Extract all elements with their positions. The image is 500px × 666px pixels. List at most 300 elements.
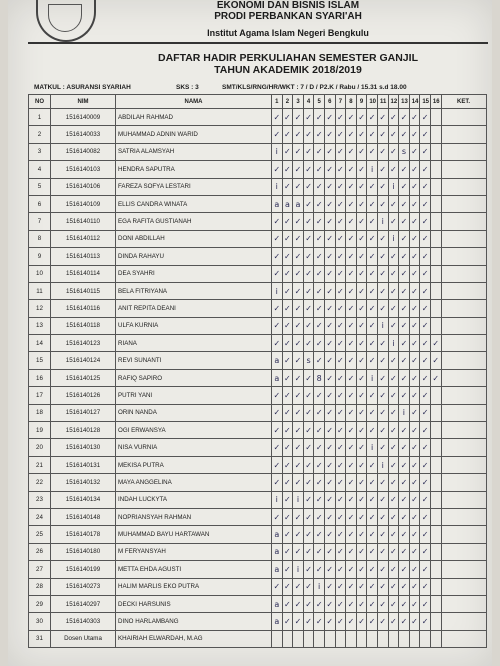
attendance-mark: ✓ [303,369,314,386]
attendance-mark: ✓ [303,456,314,473]
column-header-nim: NIM [51,95,116,109]
attendance-mark: ✓ [420,161,431,178]
attendance-mark: ✓ [324,300,335,317]
attendance-mark: ✓ [314,474,325,491]
attendance-mark: ✓ [303,213,314,230]
attendance-mark: ✓ [377,508,388,525]
attendance-mark: ✓ [420,126,431,143]
attendance-mark: ✓ [420,369,431,386]
attendance-mark: ✓ [346,143,357,160]
attendance-mark: ✓ [399,439,410,456]
attendance-mark: ✓ [335,161,346,178]
attendance-mark: ✓ [346,543,357,560]
table-row [29,126,487,143]
student-name: NISA VURNIA [116,439,272,456]
attendance-mark: ✓ [399,543,410,560]
remarks-cell [441,491,486,508]
attendance-mark: ✓ [356,143,367,160]
attendance-mark: ✓ [388,404,399,421]
attendance-mark: ✓ [324,126,335,143]
attendance-mark: ✓ [282,300,293,317]
row-number: 1 [29,109,51,126]
attendance-mark: ✓ [399,213,410,230]
table-row [29,613,487,630]
attendance-mark [430,300,441,317]
student-name: ABDILAH RAHMAD [116,109,272,126]
row-number: 19 [29,422,51,439]
attendance-mark [420,630,431,647]
table-row [29,439,487,456]
attendance-mark: ✓ [282,369,293,386]
attendance-mark: ✓ [293,230,304,247]
attendance-mark: ✓ [356,126,367,143]
attendance-mark: i [388,178,399,195]
attendance-sheet [8,0,492,666]
attendance-mark: ✓ [293,213,304,230]
attendance-mark: ✓ [399,387,410,404]
student-id: 1516140112 [51,230,116,247]
attendance-mark: ✓ [388,161,399,178]
attendance-mark: ✓ [314,456,325,473]
attendance-mark: ✓ [293,595,304,612]
table-row [29,369,487,386]
attendance-mark: ✓ [324,369,335,386]
attendance-mark: ✓ [314,300,325,317]
attendance-mark: ✓ [303,561,314,578]
attendance-mark: ✓ [272,404,283,421]
attendance-mark: ✓ [272,508,283,525]
remarks-cell [441,161,486,178]
attendance-mark: ✓ [420,543,431,560]
table-row [29,195,487,212]
student-name: MUHAMMAD ADNIN WARID [116,126,272,143]
attendance-mark: ✓ [409,282,420,299]
attendance-mark: ✓ [293,508,304,525]
attendance-mark: ✓ [335,248,346,265]
attendance-mark: ✓ [367,595,378,612]
remarks-cell [441,613,486,630]
attendance-mark: ✓ [388,543,399,560]
attendance-mark: ✓ [314,422,325,439]
attendance-mark: ✓ [303,508,314,525]
attendance-mark: ✓ [356,578,367,595]
attendance-mark: ✓ [346,248,357,265]
attendance-mark: ✓ [335,143,346,160]
course-schedule: SMT/KLS/RNG/HR/WKT : 7 / D / P2.K / Rabu / 15.31 s.d 18.00 [222,84,407,91]
attendance-mark: ✓ [356,248,367,265]
table-row [29,248,487,265]
student-name: MEKISA PUTRA [116,456,272,473]
attendance-mark: ✓ [356,195,367,212]
attendance-mark: ✓ [399,317,410,334]
attendance-mark: ✓ [282,526,293,543]
attendance-mark: i [377,317,388,334]
attendance-mark: i [272,143,283,160]
attendance-mark: ✓ [314,213,325,230]
attendance-mark: ✓ [293,352,304,369]
attendance-mark: ✓ [303,613,314,630]
attendance-mark [430,508,441,525]
student-id: 1516140199 [51,561,116,578]
table-row [29,317,487,334]
attendance-mark: ✓ [430,369,441,386]
attendance-mark: ✓ [303,578,314,595]
attendance-mark: ✓ [282,282,293,299]
student-id: 1516140273 [51,578,116,595]
student-id: 1516140103 [51,161,116,178]
row-number: 31 [29,630,51,647]
attendance-mark: ✓ [388,195,399,212]
attendance-mark: ✓ [409,143,420,160]
attendance-mark: ✓ [324,508,335,525]
table-row [29,456,487,473]
student-id: 1516140109 [51,195,116,212]
attendance-mark: ✓ [324,404,335,421]
attendance-mark: ✓ [356,387,367,404]
attendance-mark: a [272,613,283,630]
attendance-mark [430,474,441,491]
attendance-mark: ✓ [293,543,304,560]
attendance-mark: ✓ [377,109,388,126]
student-name: NOPRIANSYAH RAHMAN [116,508,272,525]
column-header-session: 15 [420,95,431,109]
attendance-mark: ✓ [324,474,335,491]
attendance-mark: ✓ [314,248,325,265]
attendance-mark: ✓ [282,317,293,334]
row-number: 30 [29,613,51,630]
student-name: SATRIA ALAMSYAH [116,143,272,160]
attendance-mark: ✓ [430,335,441,352]
attendance-mark: ✓ [399,335,410,352]
attendance-mark: ✓ [346,265,357,282]
attendance-mark: ✓ [399,248,410,265]
row-number: 9 [29,248,51,265]
attendance-mark: ✓ [314,491,325,508]
remarks-cell [441,578,486,595]
student-id: 1516140128 [51,422,116,439]
attendance-mark: ✓ [335,300,346,317]
attendance-mark [356,630,367,647]
attendance-mark: ✓ [367,282,378,299]
attendance-mark: ✓ [399,613,410,630]
attendance-mark [430,630,441,647]
attendance-mark: ✓ [409,126,420,143]
table-row [29,474,487,491]
attendance-mark: ✓ [335,578,346,595]
attendance-mark: ✓ [420,195,431,212]
attendance-mark: ✓ [367,126,378,143]
column-header-session: 7 [335,95,346,109]
row-number: 22 [29,474,51,491]
attendance-mark: ✓ [420,248,431,265]
attendance-mark: ✓ [388,282,399,299]
table-header-row [29,95,487,109]
attendance-mark: ✓ [293,456,304,473]
attendance-mark: ✓ [282,422,293,439]
student-id: 1516140131 [51,456,116,473]
attendance-mark [430,439,441,456]
table-row [29,491,487,508]
remarks-cell [441,526,486,543]
attendance-mark: ✓ [303,317,314,334]
attendance-mark: ✓ [409,526,420,543]
table-row [29,526,487,543]
attendance-mark: ✓ [399,300,410,317]
attendance-mark: ✓ [303,126,314,143]
attendance-mark: ✓ [409,161,420,178]
attendance-mark: ✓ [420,109,431,126]
attendance-mark: ✓ [367,178,378,195]
row-number: 26 [29,543,51,560]
attendance-mark: ✓ [282,439,293,456]
attendance-mark: ✓ [409,422,420,439]
student-id: 1516140132 [51,474,116,491]
attendance-mark: ✓ [367,456,378,473]
student-id: 1516140033 [51,126,116,143]
attendance-mark: ✓ [388,613,399,630]
attendance-mark: ✓ [356,543,367,560]
row-number: 5 [29,178,51,195]
attendance-mark: ✓ [346,561,357,578]
row-number: 4 [29,161,51,178]
attendance-mark: ✓ [377,143,388,160]
attendance-mark [430,317,441,334]
attendance-mark: ✓ [346,300,357,317]
header-divider [28,42,488,44]
attendance-mark: ✓ [420,613,431,630]
column-header-ket: KET. [441,95,486,109]
table-row [29,213,487,230]
row-number: 18 [29,404,51,421]
attendance-mark: ✓ [399,195,410,212]
attendance-mark: ✓ [324,578,335,595]
student-id: 1516140123 [51,335,116,352]
attendance-mark: ✓ [420,335,431,352]
attendance-mark: ✓ [409,474,420,491]
student-name: ANIT REPITA DEANI [116,300,272,317]
row-number: 8 [29,230,51,247]
attendance-mark: ✓ [388,126,399,143]
column-header-session: 10 [367,95,378,109]
attendance-mark: ✓ [335,491,346,508]
attendance-mark: ✓ [388,595,399,612]
attendance-mark: ✓ [293,282,304,299]
attendance-mark: ✓ [409,404,420,421]
attendance-mark: ✓ [356,300,367,317]
attendance-mark: ✓ [303,265,314,282]
attendance-mark: ✓ [272,230,283,247]
row-number: 21 [29,456,51,473]
attendance-mark: i [388,230,399,247]
attendance-mark: ✓ [346,195,357,212]
attendance-mark: ✓ [282,109,293,126]
column-header-session: 13 [399,95,410,109]
course-name: MATKUL : ASURANSI SYARIAH [34,84,131,91]
attendance-mark: ✓ [388,248,399,265]
attendance-mark: ✓ [367,352,378,369]
remarks-cell [441,317,486,334]
attendance-mark: ✓ [293,248,304,265]
remarks-cell [441,282,486,299]
attendance-mark: ✓ [399,561,410,578]
attendance-mark: ✓ [272,300,283,317]
attendance-mark [430,248,441,265]
student-id: 1516140113 [51,248,116,265]
attendance-mark: ✓ [335,422,346,439]
attendance-mark: ✓ [367,491,378,508]
table-row [29,543,487,560]
attendance-mark: ✓ [335,335,346,352]
attendance-mark: ✓ [303,474,314,491]
student-name: DEA SYAHRI [116,265,272,282]
attendance-mark: 8 [314,369,325,386]
attendance-mark: ✓ [420,213,431,230]
attendance-mark: i [377,456,388,473]
attendance-mark: ✓ [293,109,304,126]
remarks-cell [441,630,486,647]
attendance-mark: ✓ [388,422,399,439]
attendance-mark: ✓ [272,248,283,265]
table-row [29,178,487,195]
attendance-mark: ✓ [335,282,346,299]
attendance-mark: ✓ [367,230,378,247]
attendance-mark [430,595,441,612]
column-header-session: 9 [356,95,367,109]
attendance-mark: ✓ [324,178,335,195]
attendance-mark: ✓ [377,561,388,578]
attendance-mark: ✓ [409,491,420,508]
attendance-mark [377,630,388,647]
attendance-mark [430,265,441,282]
attendance-mark: ✓ [367,317,378,334]
attendance-mark: ✓ [282,387,293,404]
attendance-mark: ✓ [399,178,410,195]
attendance-mark: ✓ [377,491,388,508]
student-name: DECKI HARSUNIS [116,595,272,612]
attendance-mark: ✓ [367,195,378,212]
column-header-session: 5 [314,95,325,109]
logo-emblem [48,4,82,32]
attendance-mark [430,422,441,439]
row-number: 20 [29,439,51,456]
student-name: METTA EHDA AGUSTI [116,561,272,578]
attendance-mark: ✓ [420,300,431,317]
attendance-mark: ✓ [324,213,335,230]
column-header-session: 16 [430,95,441,109]
attendance-mark: ✓ [314,109,325,126]
attendance-mark: i [272,491,283,508]
attendance-mark [282,630,293,647]
attendance-mark: ✓ [356,474,367,491]
student-id: 1516140126 [51,387,116,404]
institute-logo [36,0,96,42]
attendance-mark: ✓ [335,109,346,126]
attendance-mark [324,630,335,647]
attendance-mark: ✓ [303,248,314,265]
attendance-mark: ✓ [409,178,420,195]
attendance-mark: ✓ [356,265,367,282]
attendance-mark [430,213,441,230]
attendance-mark: ✓ [377,404,388,421]
attendance-mark: ✓ [282,248,293,265]
attendance-mark: ✓ [399,508,410,525]
attendance-mark: ✓ [399,491,410,508]
attendance-mark: ✓ [409,508,420,525]
row-number: 13 [29,317,51,334]
attendance-mark: ✓ [356,404,367,421]
attendance-mark [293,630,304,647]
attendance-mark: ✓ [324,352,335,369]
student-id: 1516140180 [51,543,116,560]
attendance-mark: ✓ [282,595,293,612]
attendance-mark: ✓ [409,387,420,404]
attendance-mark: ✓ [399,265,410,282]
attendance-mark [430,282,441,299]
attendance-mark: ✓ [282,213,293,230]
attendance-mark: ✓ [430,352,441,369]
attendance-mark: ✓ [303,230,314,247]
remarks-cell [441,248,486,265]
student-id: 1516140303 [51,613,116,630]
attendance-mark: ✓ [335,439,346,456]
attendance-mark: ✓ [282,161,293,178]
table-row [29,282,487,299]
attendance-mark: ✓ [356,456,367,473]
attendance-mark: ✓ [377,161,388,178]
attendance-mark: ✓ [282,126,293,143]
attendance-mark: a [282,195,293,212]
student-id: 1516140114 [51,265,116,282]
attendance-mark: ✓ [409,595,420,612]
remarks-cell [441,213,486,230]
attendance-mark: ✓ [399,230,410,247]
remarks-cell [441,143,486,160]
attendance-mark: ✓ [420,143,431,160]
attendance-mark: ✓ [314,404,325,421]
table-row [29,352,487,369]
attendance-mark: ✓ [409,561,420,578]
attendance-mark [430,578,441,595]
remarks-cell [441,230,486,247]
attendance-mark: ✓ [356,335,367,352]
attendance-mark: ✓ [377,352,388,369]
attendance-mark: ✓ [388,578,399,595]
attendance-mark: ✓ [335,387,346,404]
student-id: 1516140110 [51,213,116,230]
attendance-mark: ✓ [377,178,388,195]
student-name: KHAIRIAH ELWARDAH, M.AG [116,630,272,647]
student-name: REVI SUNANTI [116,352,272,369]
attendance-mark: ✓ [303,161,314,178]
attendance-mark: ✓ [399,352,410,369]
student-name: HENDRA SAPUTRA [116,161,272,178]
attendance-mark: ✓ [303,143,314,160]
attendance-mark [430,613,441,630]
attendance-mark: ✓ [399,456,410,473]
attendance-mark: ✓ [272,439,283,456]
remarks-cell [441,126,486,143]
attendance-mark: ✓ [335,230,346,247]
academic-year: TAHUN AKADEMIK 2018/2019 [214,64,362,76]
table-row [29,143,487,160]
row-number: 24 [29,508,51,525]
attendance-mark: ✓ [399,161,410,178]
attendance-mark: ✓ [335,265,346,282]
row-number: 6 [29,195,51,212]
column-header-name: NAMA [116,95,272,109]
attendance-mark: ✓ [335,213,346,230]
attendance-mark: ✓ [324,248,335,265]
